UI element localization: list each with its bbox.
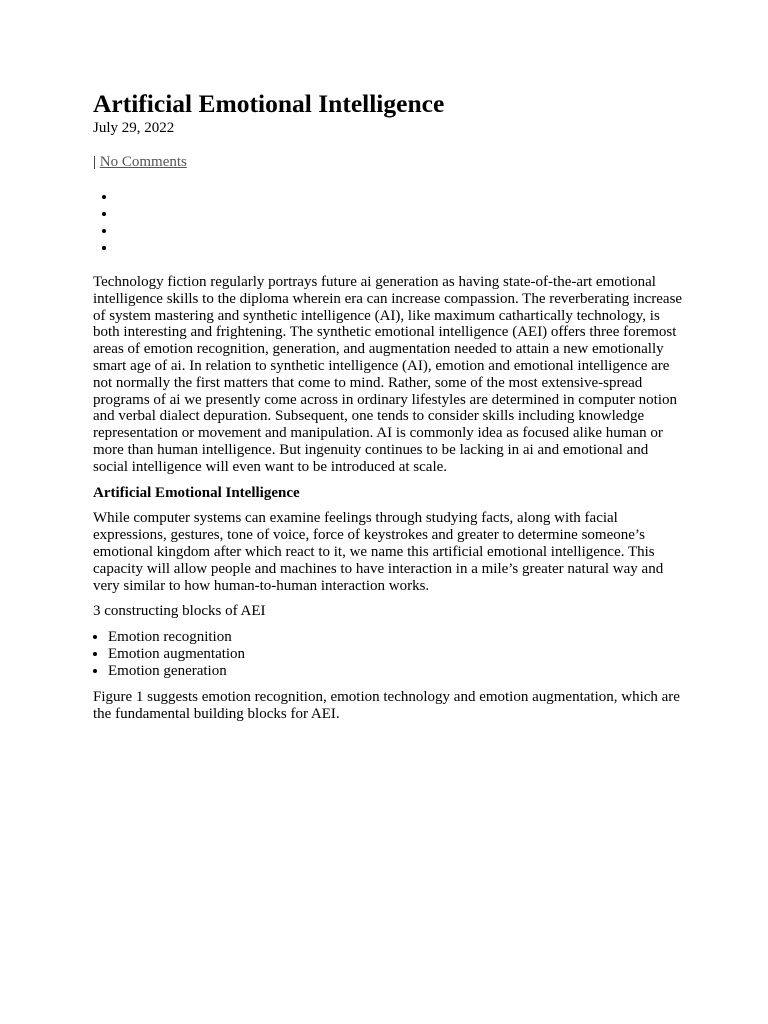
- article: [93, 88, 683, 723]
- building-blocks-list: [15, 629, 683, 680]
- intro-paragraph: Technology fiction regularly portrays future ai generation as having state-of-the-art emotional intelligence skills to the diploma wherein era can increase compassion. The reverberating increase of system mastering and synthetic intelligence (AI), like maximum cathartically technology, is both interesting and frightening. The synthetic emotional intelligence (AEI) offers three foremost areas of emotion recognition, generation, and augmentation needed to attain a new emotionally smart age of ai. In relation to synthetic intelligence (AI), emotion and emotional intelligence are not normally the first matters that come to mind. Rather, some of the most extensive-spread programs of ai we presently come across in ordinary lifestyles are determined in computer notion and verbal dialect depuration. Subsequent, one tends to consider skills including knowledge representation or movement and manipulation. AI is commonly idea as focused alike human or more than human intelligence. But ingenuity continues to be lacking in ai and emotional and social intelligence will even want to be introduced at scale.: [93, 274, 683, 475]
- comments-link[interactable]: No Comments: [99, 154, 187, 170]
- list-item: [117, 206, 683, 223]
- section-heading: Artificial Emotional Intelligence: [93, 484, 300, 501]
- list-item: • Emotion generation: [108, 663, 683, 680]
- list-item: [117, 189, 683, 206]
- meta-separator: |: [93, 154, 100, 170]
- figure-caption: Figure 1 suggests emotion recognition, emotion technology and emotion augmentation, which are the fundamental building blocks for AEI.: [93, 689, 680, 722]
- body-paragraph: While computer systems can examine feelings through studying facts, along with facial expressions, gestures, tone of voice, force of keystrokes and greater to determine someone’s emotional kingdom after which react to it, we name this artificial emotional intelligence. This capacity will allow people and machines to have interaction in a mile’s greater natural way and very similar to how human-to-human interaction works.: [93, 510, 664, 594]
- list-item: • Emotion augmentation: [108, 646, 683, 663]
- list-item: [117, 223, 683, 240]
- list-item: [117, 240, 683, 257]
- post-meta: [93, 154, 683, 171]
- list-item: • Emotion recognition: [108, 629, 683, 646]
- post-date: July 29, 2022: [93, 120, 175, 136]
- page-title: Artificial Emotional Intelligence: [93, 89, 445, 118]
- share-list: [93, 189, 683, 257]
- blocks-intro: 3 constructing blocks of AEI: [93, 603, 266, 620]
